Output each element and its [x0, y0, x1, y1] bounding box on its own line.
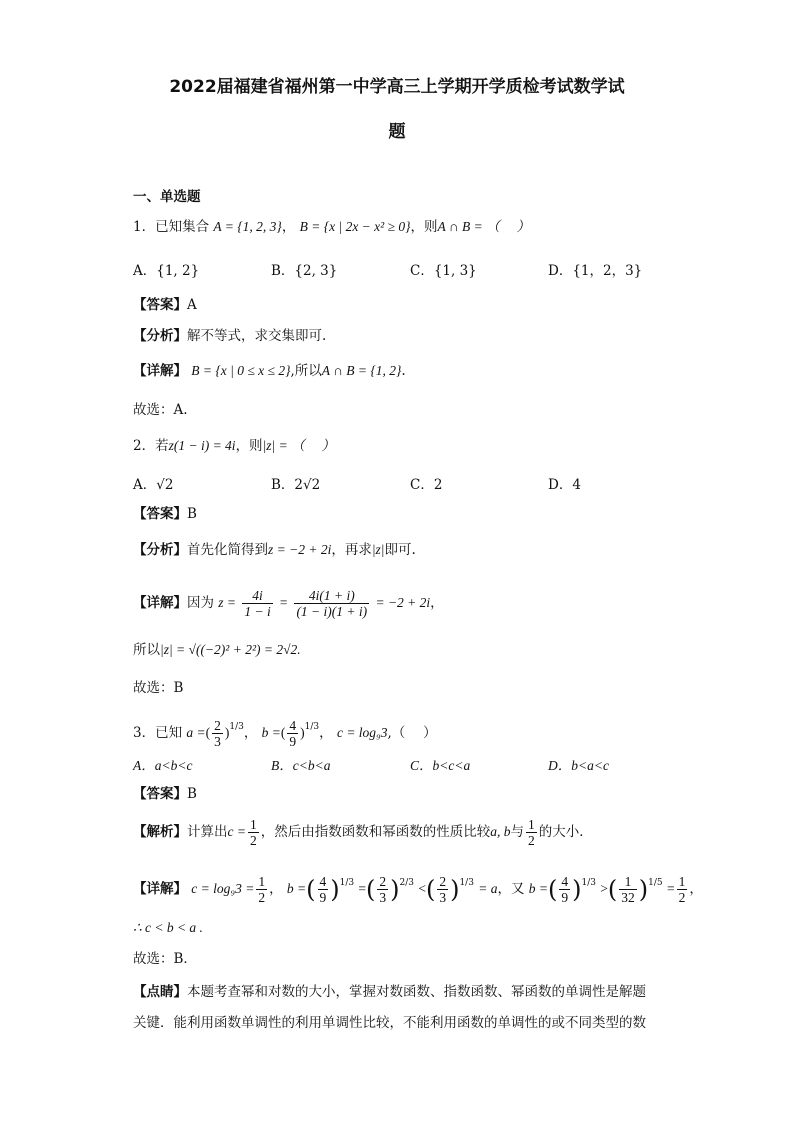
question-1-number: 1． — [133, 219, 156, 235]
q3-detail-line: 【详解】 c = log₉3 = $\frac{1}{2}$ ， b =( $\frac{4}{9}$ )$^{1/3}$ =( $\frac{2}{3}$ )$^{2/3}$ <( $\frac{2}{3}$ )$^{1/3}$ = a，又 b =( $\frac{4}{9}$ )$^{1/3}$ >( $\frac{1}{32}$ )$^{1/5}$ = $\frac{1}{2}$ ， — [133, 874, 703, 905]
q3-dianjing-line-1: 【点睛】本题考查幂和对数的大小，掌握对数函数、指数函数、幂函数的单调性是解题 — [133, 984, 646, 1000]
q2-answer-line: 【答案】B — [133, 506, 197, 522]
question-3-stem: 3．已知 a =( $\frac{2}{3}$ )$^{1/3}$， b =( $\frac{4}{9}$ )$^{1/3}$， c = log₉3,（ ） — [133, 718, 437, 749]
q1-conclusion: 故选：A. — [133, 402, 188, 418]
q2-option-b: B．2√2 — [271, 477, 321, 493]
question-2-ask: |z| = （ ） — [262, 438, 335, 453]
set-b: B = {x | 2x − x² ≥ 0} — [299, 219, 411, 234]
q1-answer: A — [187, 297, 197, 313]
q1-option-d: D．{1，2，3} — [548, 263, 643, 279]
q3-option-d: D．b<a<c — [548, 758, 609, 773]
q1-option-a: A．{1, 2} — [133, 263, 200, 279]
document-title-line-2: 题 — [388, 122, 406, 142]
question-1-ask: A ∩ B = （ ） — [437, 219, 531, 234]
q2-analysis-line: 【分析】首先化简得到z = −2 + 2i，再求|z|即可. — [133, 542, 416, 558]
q3-option-c: C．b<c<a — [410, 758, 471, 773]
q3-option-b: B．c<b<a — [271, 758, 331, 773]
q3-option-a: A．a<b<c — [133, 758, 193, 773]
q3-answer: B — [187, 786, 197, 802]
q1-option-b: B．{2, 3} — [271, 263, 338, 279]
set-a: A = {1, 2, 3} — [213, 219, 282, 234]
q3-conclusion: 故选：B． — [133, 951, 197, 967]
q2-option-d: D．4 — [548, 477, 581, 493]
q2-option-c: C．2 — [410, 477, 443, 493]
q3-dianjing-line-2: 关键．能利用函数单调性的利用单调性比较，不能利用函数的单调性的或不同类型的数 — [133, 1015, 646, 1031]
q3-answer-line: 【答案】B — [133, 786, 197, 802]
q2-conclusion: 故选：B — [133, 680, 184, 696]
q2-option-a: A．√2 — [133, 477, 174, 493]
q3-jiexi-line: 【解析】计算出c = $\frac{1}{2}$ ，然后由指数函数和幂函数的性质比较a, b与 $\frac{1}{2}$ 的大小． — [133, 817, 593, 848]
document-title-line-1: 2022届福建省福州第一中学高三上学期开学质检考试数学试 — [169, 77, 625, 97]
q2-modulus-line: 所以|z| = √((−2)² + 2²) = 2√2. — [133, 642, 301, 658]
fraction-rationalized: $\frac{4i(1 + i)}{(1 - i)(1 + i)}$ — [296, 588, 368, 619]
question-2-number: 2． — [133, 438, 156, 454]
q2-answer: B — [187, 506, 197, 522]
q2-detail-line: 【详解】因为 z = $\frac{4i}{1 - i}$ = $\frac{4i(1 + i)}{(1 - i)(1 + i)}$ = −2 + 2i， — [133, 588, 444, 619]
q1-analysis-line: 【分析】解不等式，求交集即可. — [133, 328, 327, 344]
q3-therefore: ∴ c < b < a . — [133, 920, 203, 935]
fraction-4i-over-1-i: $\frac{4i}{1 - i}$ — [244, 588, 271, 619]
section-heading: 一、单选题 — [133, 189, 201, 205]
question-1-stem: 1．已知集合 A = {1, 2, 3}， B = {x | 2x − x² ≥ 0}，则A ∩ B = （ ） — [133, 219, 531, 235]
question-2-stem: 2．若z(1 − i) = 4i，则|z| = （ ） — [133, 438, 335, 454]
question-3-number: 3． — [133, 725, 156, 741]
q1-answer-line: 【答案】A — [133, 297, 197, 313]
q1-detail-line: 【详解】 B = {x | 0 ≤ x ≤ 2},所以A ∩ B = {1, 2}. — [133, 363, 406, 379]
q1-option-c: C．{1, 3} — [410, 263, 477, 279]
